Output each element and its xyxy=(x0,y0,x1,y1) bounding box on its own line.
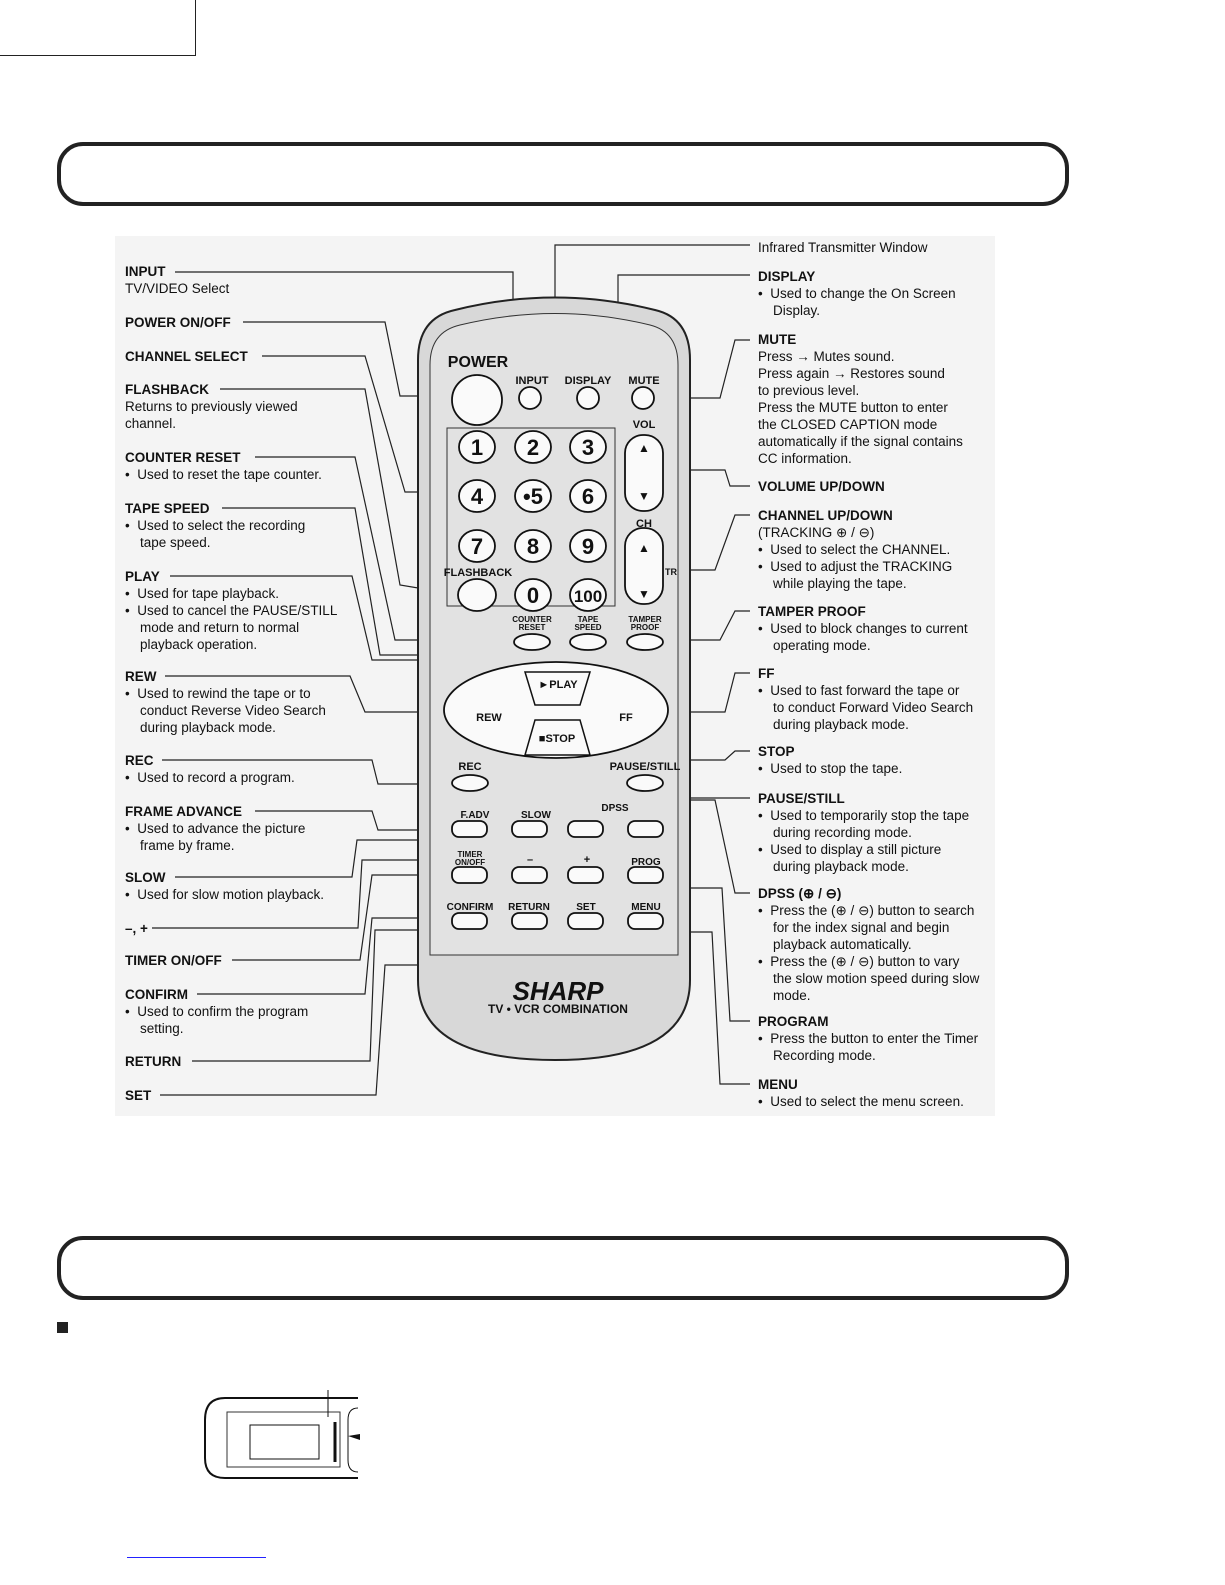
callout-text: • Used to temporarily stop the tape xyxy=(758,808,970,823)
callout-right-7 xyxy=(758,743,902,777)
callout-text: Press the MUTE button to enter xyxy=(758,400,948,415)
callout-title: PAUSE/STILL xyxy=(758,791,845,806)
callout-title: MUTE xyxy=(758,332,797,347)
svg-text:1: 1 xyxy=(470,435,484,460)
mute-label: MUTE xyxy=(628,375,660,387)
callout-title: –, + xyxy=(125,921,148,936)
callout-left-9 xyxy=(125,803,305,854)
svg-text:100: 100 xyxy=(573,587,603,606)
callout-right-9 xyxy=(758,885,979,1004)
callout-title: MENU xyxy=(758,1077,798,1092)
callout-text: Display. xyxy=(758,303,821,318)
svg-text:▼: ▼ xyxy=(638,587,650,601)
callout-left-14 xyxy=(125,1053,181,1070)
callout-text: Press → Mutes sound. xyxy=(758,349,895,364)
svg-text:▼: ▼ xyxy=(638,489,650,503)
callout-left-13 xyxy=(125,986,308,1037)
callout-text: • Used to record a program. xyxy=(125,770,295,785)
callout-left-5 xyxy=(125,500,305,551)
callout-title: REW xyxy=(125,669,157,684)
svg-text:RETURN: RETURN xyxy=(508,902,550,913)
callout-text: • Used to cancel the PAUSE/STILL xyxy=(125,603,338,618)
callout-right-0 xyxy=(758,239,928,256)
callout-text: TV/VIDEO Select xyxy=(125,281,230,296)
callout-right-4 xyxy=(758,507,952,592)
svg-text:4: 4 xyxy=(470,484,484,509)
callout-left-2 xyxy=(125,348,248,365)
input-label: INPUT xyxy=(515,375,549,387)
callout-right-2 xyxy=(758,331,963,467)
callout-text: conduct Reverse Video Search xyxy=(125,703,326,718)
svg-text:PROOF: PROOF xyxy=(630,623,660,632)
callout-text: • Used to select the menu screen. xyxy=(758,1094,964,1109)
callout-title: CONFIRM xyxy=(125,987,188,1002)
callout-title: TAPE SPEED xyxy=(125,501,210,516)
callout-left-4 xyxy=(125,449,322,483)
svg-text:TAMPER: TAMPER xyxy=(628,615,662,624)
svg-text:▲: ▲ xyxy=(638,541,650,555)
callout-left-11 xyxy=(125,920,148,937)
svg-text:+: + xyxy=(583,854,591,866)
callout-text: during recording mode. xyxy=(758,825,912,840)
callout-text: Returns to previously viewed xyxy=(125,399,298,414)
callout-left-15 xyxy=(125,1087,151,1104)
svg-text:2: 2 xyxy=(526,435,540,460)
svg-text:CONFIRM: CONFIRM xyxy=(446,902,494,913)
svg-text:PROG: PROG xyxy=(631,857,661,868)
callout-text: during playback mode. xyxy=(758,859,909,874)
ch-label: CH xyxy=(636,518,652,530)
stop-label: ■STOP xyxy=(538,733,576,745)
callout-text: • Used to adjust the TRACKING xyxy=(758,559,953,574)
callout-text: during playback mode. xyxy=(125,720,276,735)
callout-left-10 xyxy=(125,869,324,903)
callout-text: • Used to advance the picture xyxy=(125,821,306,836)
callout-text: during playback mode. xyxy=(758,717,909,732)
callout-title: PROGRAM xyxy=(758,1014,829,1029)
ff-label: FF xyxy=(619,712,633,724)
callout-title: VOLUME UP/DOWN xyxy=(758,479,885,494)
callout-left-8 xyxy=(125,752,295,786)
callout-right-1 xyxy=(758,268,956,319)
callout-text: to conduct Forward Video Search xyxy=(758,700,974,715)
callout-text: • Used to reset the tape counter. xyxy=(125,467,322,482)
callout-text: • Used for tape playback. xyxy=(125,586,280,601)
callout-title: POWER ON/OFF xyxy=(125,315,231,330)
svg-text:•5: •5 xyxy=(523,484,543,509)
pause-still-label: PAUSE/STILL xyxy=(609,761,681,773)
callout-left-12 xyxy=(125,952,222,969)
callout-text: the slow motion speed during slow xyxy=(758,971,980,986)
callout-title: STOP xyxy=(758,744,795,759)
svg-text:TIMER: TIMER xyxy=(457,850,483,859)
svg-text:DPSS: DPSS xyxy=(601,803,629,814)
callout-title: PLAY xyxy=(125,569,160,584)
callout-right-5 xyxy=(758,603,968,654)
svg-text:ON/OFF: ON/OFF xyxy=(454,858,486,867)
svg-text:9: 9 xyxy=(581,534,595,559)
callout-text: Infrared Transmitter Window xyxy=(758,240,928,255)
callout-left-7 xyxy=(125,668,326,736)
callout-text: setting. xyxy=(125,1021,184,1036)
callout-title: FF xyxy=(758,666,775,681)
callout-text: mode. xyxy=(758,988,811,1003)
callout-title: SLOW xyxy=(125,870,166,885)
battery-compartment-illustration xyxy=(200,1390,360,1485)
vol-label: VOL xyxy=(632,419,656,431)
callout-text: • Used to display a still picture xyxy=(758,842,942,857)
display-label: DISPLAY xyxy=(564,375,612,387)
section-heading-box-2 xyxy=(57,1236,1069,1300)
rew-label: REW xyxy=(476,712,502,724)
callout-title: FLASHBACK xyxy=(125,382,209,397)
callout-text: while playing the tape. xyxy=(758,576,907,591)
callout-title: TIMER ON/OFF xyxy=(125,953,222,968)
callout-title: RETURN xyxy=(125,1054,182,1069)
svg-text:6: 6 xyxy=(581,484,595,509)
svg-text:F.ADV: F.ADV xyxy=(460,810,490,821)
callout-text: tape speed. xyxy=(125,535,211,550)
callout-text: Press again → Restores sound xyxy=(758,366,945,381)
svg-text:SLOW: SLOW xyxy=(521,810,551,821)
callout-left-3 xyxy=(125,381,298,432)
callout-right-10 xyxy=(758,1013,978,1064)
callout-text: • Used to change the On Screen xyxy=(758,286,956,301)
svg-text:SET: SET xyxy=(576,902,596,913)
callout-title: COUNTER RESET xyxy=(125,450,241,465)
callout-left-6 xyxy=(125,568,337,653)
callout-text: • Used to select the CHANNEL. xyxy=(758,542,951,557)
callout-title: SET xyxy=(125,1088,152,1103)
callout-text: mode and return to normal xyxy=(125,620,300,635)
callout-right-11 xyxy=(758,1076,964,1110)
callout-title: CHANNEL UP/DOWN xyxy=(758,508,893,523)
svg-text:COUNTER: COUNTER xyxy=(512,615,552,624)
callout-text: • Used to fast forward the tape or xyxy=(758,683,960,698)
svg-text:8: 8 xyxy=(526,534,540,559)
callout-text: • Used to stop the tape. xyxy=(758,761,903,776)
callout-title: DPSS (⊕ / ⊖) xyxy=(758,886,842,901)
callout-title: FRAME ADVANCE xyxy=(125,804,242,819)
svg-text:7: 7 xyxy=(470,534,484,559)
callout-text: • Used to confirm the program xyxy=(125,1004,309,1019)
flashback-label: FLASHBACK xyxy=(443,567,513,579)
sharp-logo: SHARP xyxy=(512,976,604,1006)
callout-right-8 xyxy=(758,790,969,875)
callout-text: • Used to block changes to current xyxy=(758,621,968,636)
callout-text: for the index signal and begin xyxy=(758,920,950,935)
svg-text:▲: ▲ xyxy=(638,441,650,455)
callout-right-3 xyxy=(758,478,885,495)
callout-text: frame by frame. xyxy=(125,838,235,853)
svg-text:TAPE: TAPE xyxy=(577,615,599,624)
callout-right-6 xyxy=(758,665,973,733)
callout-text: • Press the (⊕ / ⊖) button to search xyxy=(758,903,975,918)
play-label: ►PLAY xyxy=(538,679,578,691)
callout-left-0 xyxy=(125,263,229,297)
callout-title: REC xyxy=(125,753,154,768)
callout-text: operating mode. xyxy=(758,638,871,653)
callout-title: TAMPER PROOF xyxy=(758,604,866,619)
svg-text:SPEED: SPEED xyxy=(574,623,602,632)
callout-text: • Used to select the recording xyxy=(125,518,306,533)
callout-title: DISPLAY xyxy=(758,269,816,284)
callout-text: (TRACKING ⊕ / ⊖) xyxy=(758,525,875,540)
svg-text:RESET: RESET xyxy=(518,623,546,632)
callout-text: playback automatically. xyxy=(758,937,912,952)
callout-text: • Used to rewind the tape or to xyxy=(125,686,311,701)
callout-title: CHANNEL SELECT xyxy=(125,349,248,364)
callout-text: automatically if the signal contains xyxy=(758,434,963,449)
svg-text:–: – xyxy=(526,854,534,866)
callout-text: CC information. xyxy=(758,451,852,466)
callout-text: channel. xyxy=(125,416,177,431)
callout-text: • Used for slow motion playback. xyxy=(125,887,325,902)
callout-text: to previous level. xyxy=(758,383,860,398)
svg-text:MENU: MENU xyxy=(631,902,661,913)
callout-text: Recording mode. xyxy=(758,1048,876,1063)
svg-text:0: 0 xyxy=(526,583,540,608)
callout-text: playback operation. xyxy=(125,637,258,652)
rec-label: REC xyxy=(458,761,482,773)
callout-title: INPUT xyxy=(125,264,166,279)
bullet-square xyxy=(57,1322,68,1333)
footer-link[interactable] xyxy=(127,1557,266,1558)
svg-text:3: 3 xyxy=(581,435,595,460)
tr-label: TR xyxy=(665,567,677,577)
callout-text: • Press the (⊕ / ⊖) button to vary xyxy=(758,954,960,969)
callout-text: • Press the button to enter the Timer xyxy=(758,1031,979,1046)
power-label: POWER xyxy=(447,354,509,371)
remote-subtitle: TV • VCR COMBINATION xyxy=(488,1002,628,1016)
callout-text: the CLOSED CAPTION mode xyxy=(758,417,938,432)
callout-left-1 xyxy=(125,314,231,331)
